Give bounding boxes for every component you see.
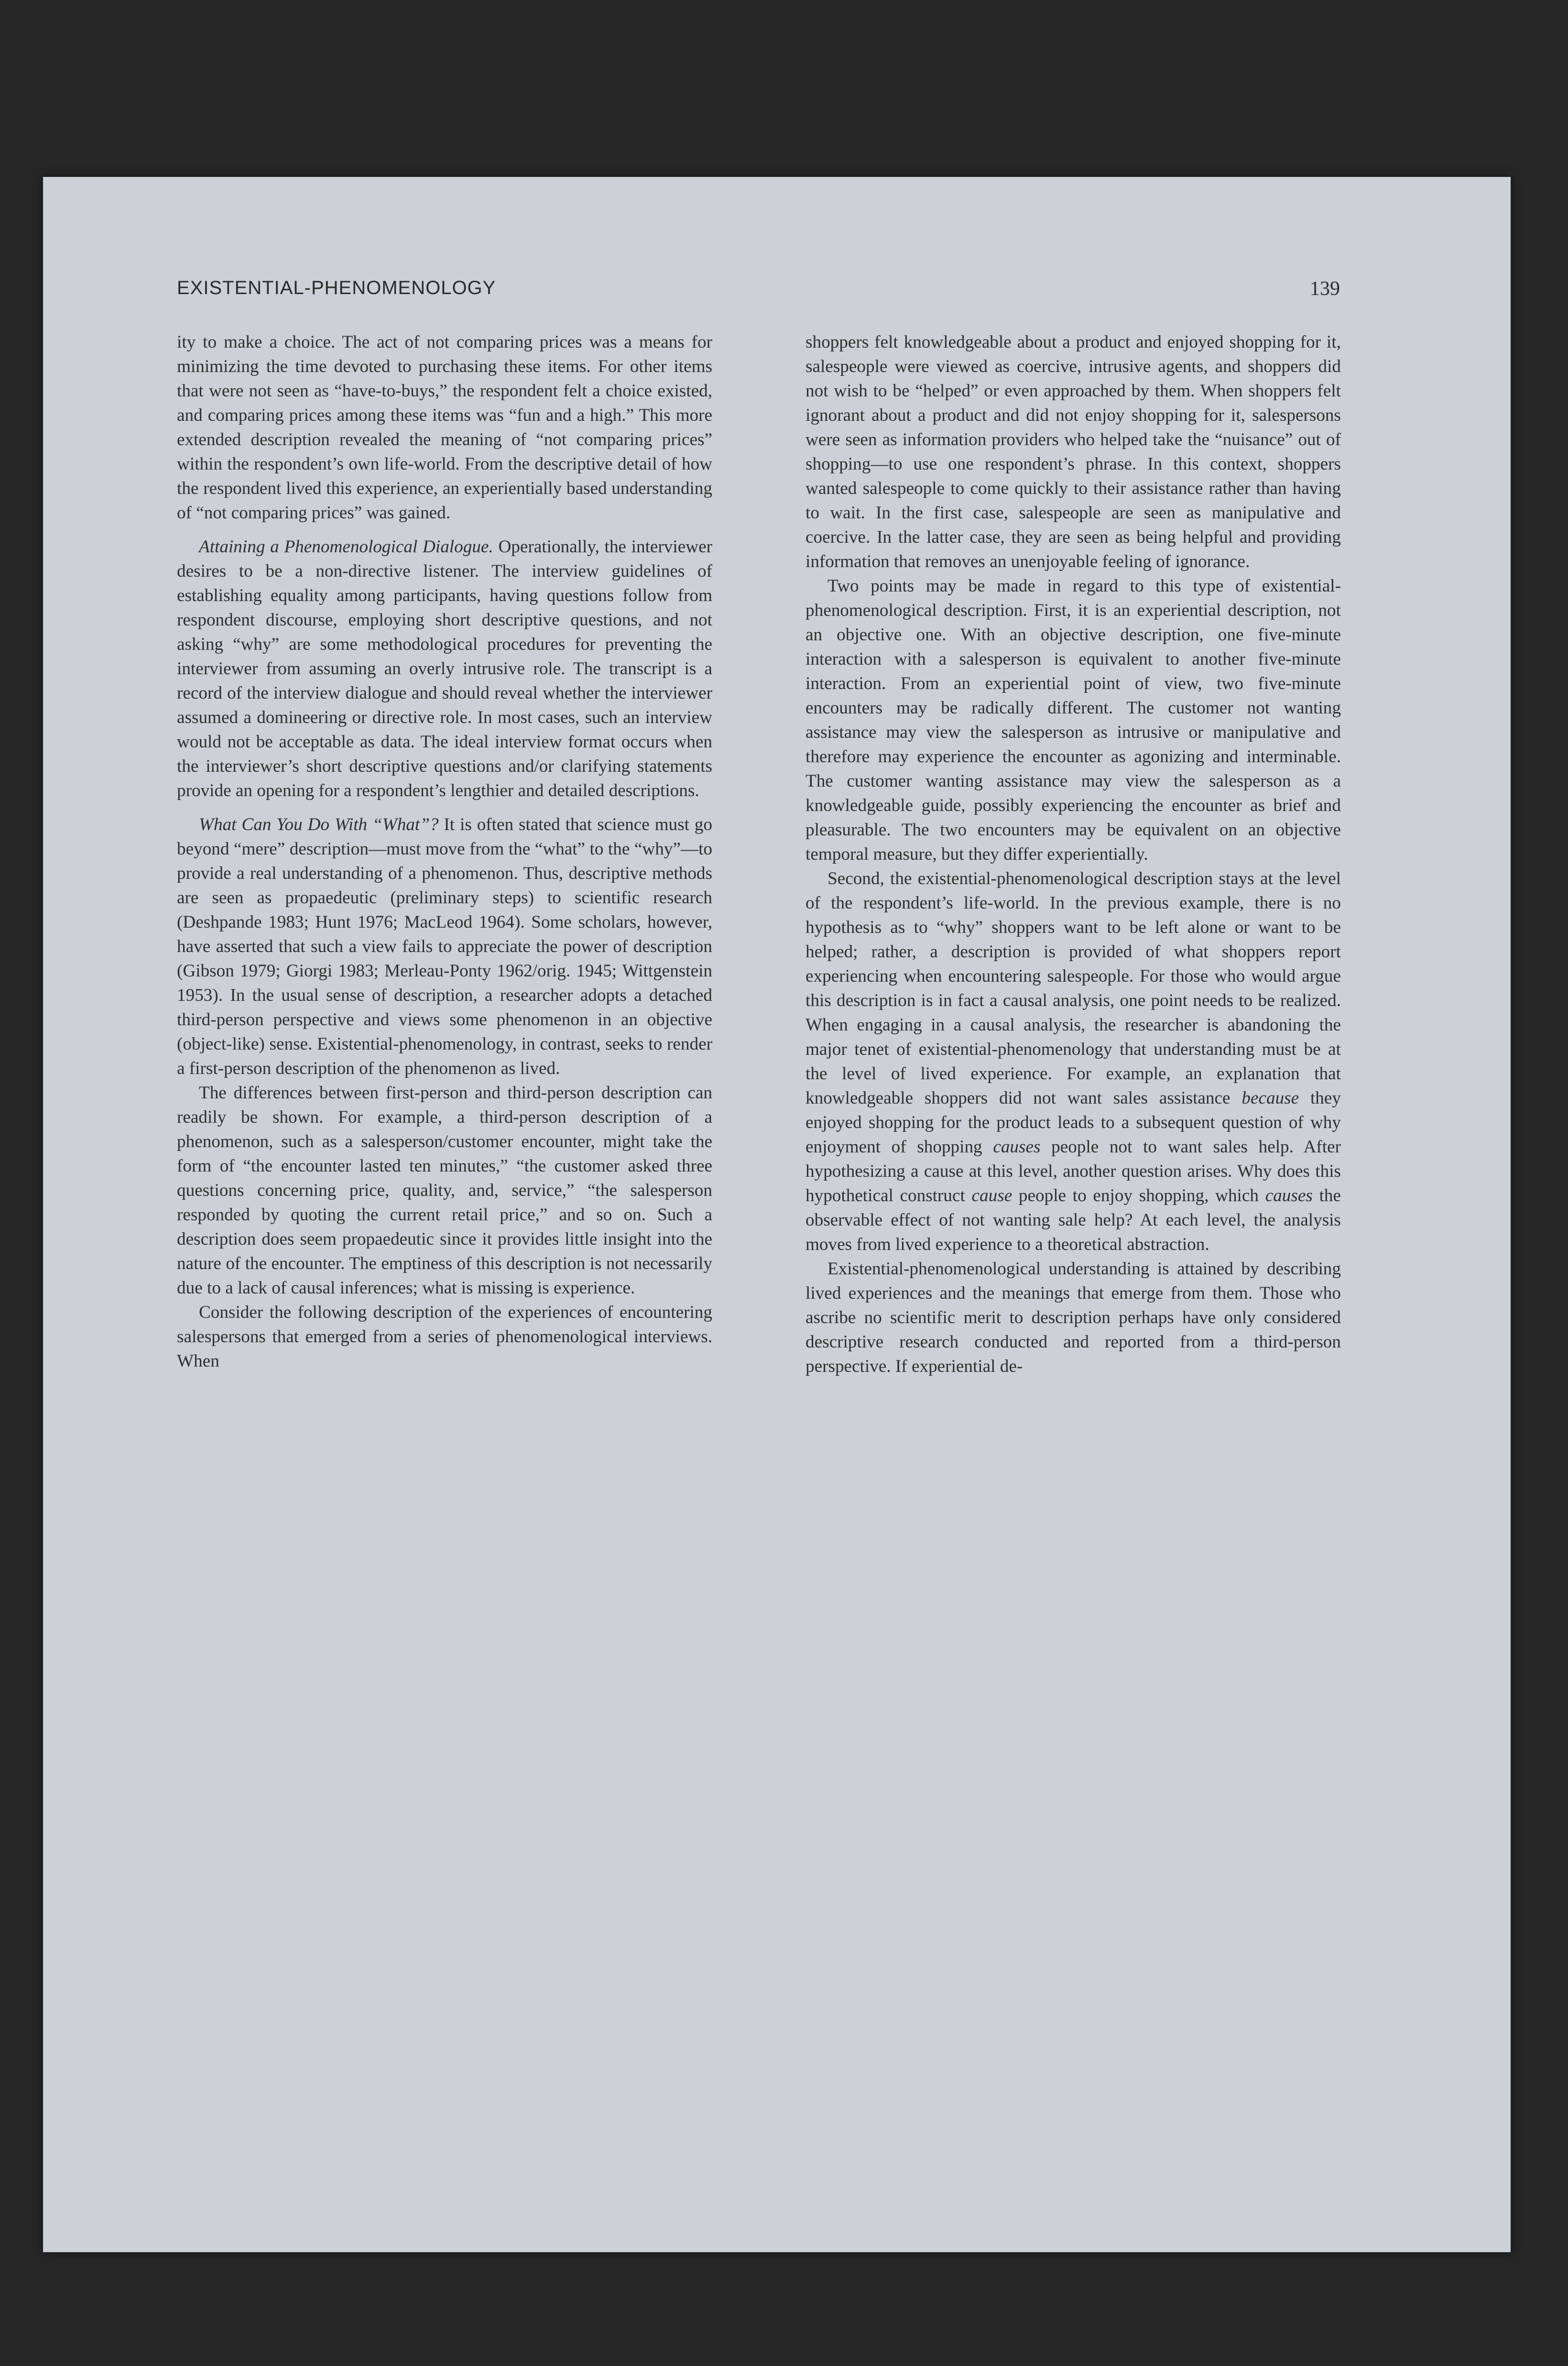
paragraph: Consider the following description of the experiences of encountering salespersons that emerged from a series of phenomenological interviews. When (177, 1303, 712, 1371)
section-heading: Attaining a Phenomenological Dialogue. (199, 537, 493, 557)
emphasis: cause (971, 1186, 1013, 1205)
paragraph-text: Operationally, the interviewer desires to be a non-directive listener. The interview guidelines of establishing equality among participants, having questions follow from respondent discourse, employing short descriptive questions, and not asking “why” are some methodological procedures for preventing the interviewer from assuming an overly intrusive role. The transcript is a record of the interview dialogue and should reveal whether the interviewer assumed a domineering or directive role. In most cases, such an interview would not be acceptable as data. The ideal interview format occurs when the interviewer’s short descriptive questions and/or clarifying statements provide an opening for a respondent’s lengthier and detailed descriptions. (177, 537, 712, 800)
paragraph: ity to make a choice. The act of not comparing prices was a means for minimizing the time devoted to purchasing these items. For other items that were not seen as “have-to-buys,” the respondent felt a choice existed, and comparing prices among these items was “fun and a high.” This more extended description revealed the meaning of “not comparing prices” within the respondent’s own life-world. From the descriptive detail of how the respondent lived this experience, an experientially based understanding of “not comparing prices” was gained. (177, 332, 712, 523)
right-column (806, 330, 1341, 1379)
paragraph: shoppers felt knowledgeable about a product and enjoyed shopping for it, salespeople were viewed as coercive, intrusive agents, and shoppers did not wish to be “helped” or even approached by them. When shoppers felt ignorant about a product and did not enjoy shopping for it, salespersons were seen as information providers who helped take the “nuisance” out of shopping—to use one respondent’s phrase. In this context, shoppers wanted salespeople to come quickly to their assistance rather than having to wait. In the first case, salespeople are seen as manipulative and coercive. In the latter case, they are seen as being helpful and providing information that removes an unenjoyable feeling of ignorance. (806, 332, 1341, 571)
emphasis: causes (993, 1137, 1041, 1157)
paragraph-text: Second, the existential-phenomenological description stays at the level of the respondent’s life-world. In the previous example, there is no hypothesis as to “why” shoppers want to be left alone or want to be helped; rather, a description is provided of what shoppers report experiencing when encountering salespeople. For those who would argue this description is in fact a causal analysis, one point needs to be realized. When engaging in a causal analysis, the researcher is abandoning the major tenet of existential-phenomenology that understanding must be at the level of lived experience. For example, an explanation that knowledgeable shoppers did not want sales assistance (806, 869, 1341, 1108)
left-column (177, 330, 712, 1373)
paragraph-text: the observable effect of not wanting sale help? At each level, the analysis moves from lived experience to a theoretical abstraction. (806, 1186, 1341, 1254)
emphasis: causes (1265, 1186, 1313, 1205)
paragraph-text: people to enjoy shopping, which (1012, 1186, 1265, 1205)
emphasis: because (1241, 1088, 1299, 1108)
paragraph: Two points may be made in regard to this type of existential-phenomenological description. First, it is an experiential description, not an objective one. With an objective description, one five-minute interaction with a salesperson is equivalent to another five-minute interaction. From an experiential point of view, two five-minute encounters may be radically different. The customer not wanting assistance may view the salesperson as intrusive or manipulative and therefore may experience the encounter as agonizing and interminable. The customer wanting assistance may view the salesperson as a knowledgeable guide, possibly experiencing the encounter as brief and pleasurable. The two encounters may be equivalent on an objective temporal measure, but they differ experientially. (806, 576, 1341, 864)
section-heading: What Can You Do With “What”? (199, 815, 439, 834)
running-title: EXISTENTIAL-PHENOMENOLOGY (177, 277, 496, 298)
paragraph (177, 535, 712, 803)
paragraph-text: people not to want sales help. After hypothesizing a cause at this level, another question arises. Why does this hypothetical construct (806, 1137, 1341, 1205)
page-number: 139 (1310, 278, 1340, 300)
paragraph (177, 812, 712, 1081)
paragraph (806, 866, 1341, 1257)
paragraph: The differences between first-person and third-person description can readily be shown. For example, a third-person description of a phenomenon, such as a salesperson/customer encounter, might take the form of “the encounter lasted ten minutes,” “the customer asked three questions concerning price, quality, and, service,” “the salesperson responded by quoting the current retail price,” and so on. Such a description does seem propaedeutic since it provides little insight into the nature of the encounter. The emptiness of this description is not necessarily due to a lack of causal inferences; what is missing is experience. (177, 1083, 712, 1298)
paragraph: Existential-phenomenological understanding is attained by describing lived experiences and the meanings that emerge from them. Those who ascribe no scientific merit to description perhaps have only considered descriptive research conducted and reported from a third-person perspective. If experiential de- (806, 1259, 1341, 1376)
paragraph-text: they enjoyed shopping for the product leads to a subsequent question of why enjoyment of shopping (806, 1088, 1341, 1157)
paragraph-text: It is often stated that science must go beyond “mere” description—must move from the “what” to the “why”—to provide a real understanding of a phenomenon. Thus, descriptive methods are seen as propaedeutic (preliminary steps) to scientific research (Deshpande 1983; Hunt 1976; MacLeod 1964). Some scholars, however, have asserted that such a view fails to appreciate the power of description (Gibson 1979; Giorgi 1983; Merleau-Ponty 1962/orig. 1945; Wittgenstein 1953). In the usual sense of description, a researcher adopts a detached third-person perspective and views some phenomenon in an objective (object-like) sense. Existential-phenomenology, in contrast, seeks to render a first-person description of the phenomenon as lived. (177, 815, 712, 1078)
